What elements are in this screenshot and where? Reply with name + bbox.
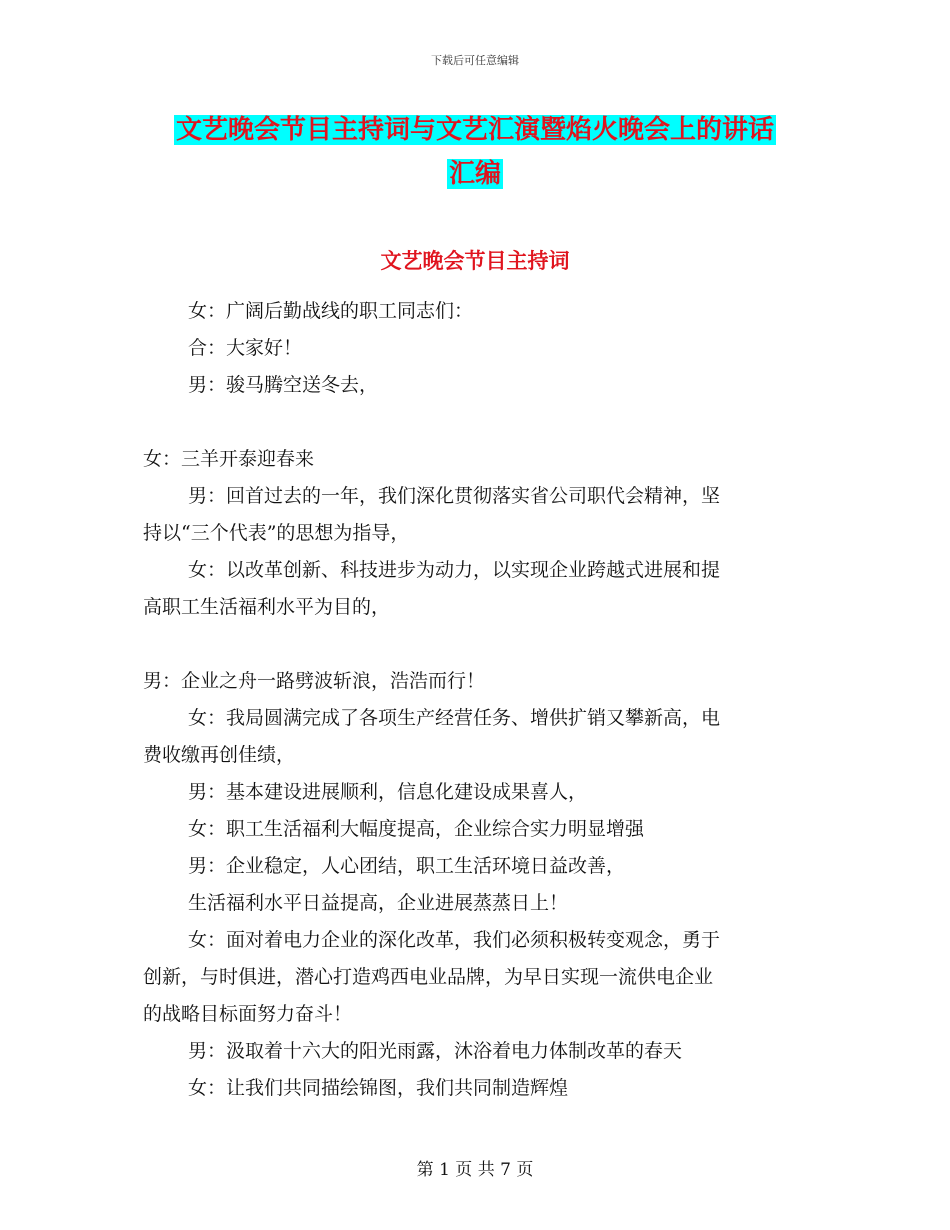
text-line: 男：企业稳定，人心团结，职工生活环境日益改善， — [188, 855, 626, 877]
text-line: 费收缴再创佳绩， — [143, 744, 296, 766]
header-note: 下载后可任意编辑 — [431, 54, 519, 67]
text-line: 男：基本建设进展顺利，信息化建设成果喜人， — [188, 781, 588, 803]
text-line: 持以“三个代表”的思想为指导， — [143, 522, 410, 544]
text-line: 男：骏马腾空送冬去， — [188, 374, 379, 396]
section-title: 文艺晚会节目主持词 — [380, 249, 570, 273]
title-highlight-2: 汇编 — [448, 159, 501, 189]
text-line: 生活福利水平日益提高，企业进展蒸蒸日上！ — [188, 892, 569, 914]
text-line: 女：面对着电力企业的深化改革，我们必须积极转变观念，勇于 — [188, 929, 721, 951]
text-line: 女：让我们共同描绘锦图，我们共同制造辉煌 — [188, 1077, 569, 1099]
text-line: 男：企业之舟一路劈波斩浪，浩浩而行！ — [143, 670, 486, 692]
document-title-line-2 — [100, 154, 850, 194]
text-line: 男：回首过去的一年，我们深化贯彻落实省公司职代会精神，坚 — [188, 485, 721, 507]
text-line: 女：广阔后勤战线的职工同志们： — [188, 300, 474, 322]
page-footer: 第 1 页 共 7 页 — [416, 1160, 534, 1180]
text-line: 的战略目标面努力奋斗！ — [143, 1003, 353, 1025]
text-line: 女：我局圆满完成了各项生产经营任务、增供扩销又攀新高，电 — [188, 707, 721, 729]
text-line: 男：汲取着十六大的阳光雨露，沐浴着电力体制改革的春天 — [188, 1040, 683, 1062]
text-line: 创新，与时俱进，潜心打造鸡西电业品牌，为早日实现一流供电企业 — [143, 966, 714, 988]
text-line: 女：三羊开泰迎春来 — [143, 448, 315, 470]
text-line: 合：大家好！ — [188, 337, 303, 359]
document-title-line-1 — [100, 110, 850, 150]
title-highlight-1: 文艺晚会节目主持词与文艺汇演暨焰火晚会上的讲话 — [175, 115, 774, 145]
text-line: 女：以改革创新、科技进步为动力，以实现企业跨越式进展和提 — [188, 559, 721, 581]
text-line: 女：职工生活福利大幅度提高，企业综合实力明显增强 — [188, 818, 645, 840]
text-line: 高职工生活福利水平为目的， — [143, 596, 391, 618]
